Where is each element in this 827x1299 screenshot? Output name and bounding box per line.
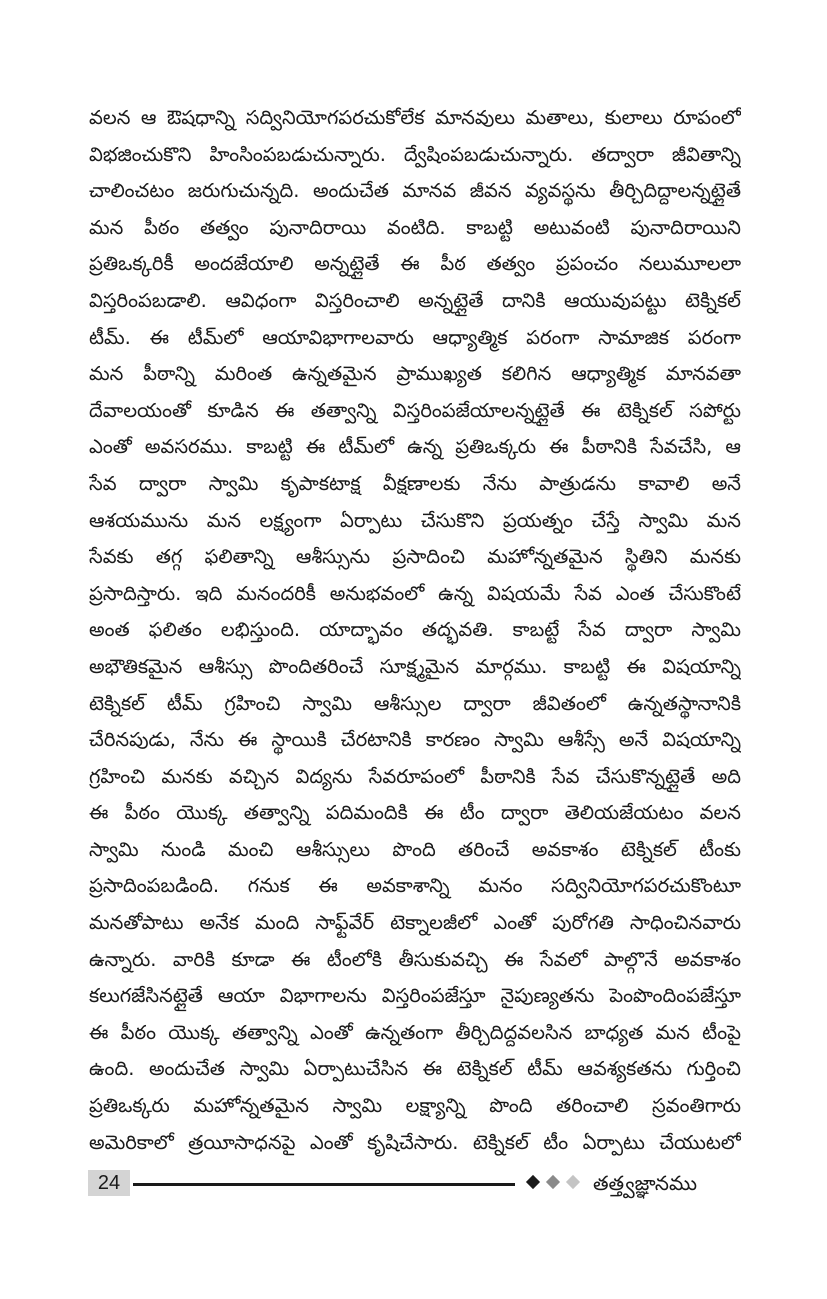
text-line: స్వామి నుండి మంచి ఆశీస్సులు పొంది తరించే అవకాశం టెక్నికల్ టీంకు	[89, 837, 741, 861]
text-line: టెక్నికల్ టీమ్ గ్రహించి స్వామి ఆశీస్సుల ద్వారా జీవితంలో ఉన్నతస్థానానికి	[89, 691, 741, 715]
page-number: 24	[88, 1170, 130, 1196]
text-line: అభౌతికమైన ఆశీస్సు పొందితరించే సూక్ష్మమైన మార్గము. కాబట్టి ఈ విషయాన్ని	[89, 654, 741, 678]
diamond-light-icon	[566, 1175, 580, 1189]
text-line: ప్రతిఒక్కరికీ అందజేయాలి అన్నట్లైతే ఈ పీఠ తత్వం ప్రపంచం నలుమూలలా	[89, 252, 741, 276]
text-line: విస్తరింపబడాలి. ఆవిధంగా విస్తరించాలి అన్నట్లైతే దానికి ఆయువుపట్టు టెక్నికల్	[89, 288, 741, 312]
text-line: సేవకు తగ్గ ఫలితాన్ని ఆశీస్సును ప్రసాదించి మహోన్నతమైన స్థితిని మనకు	[89, 545, 741, 569]
text-line: అమెరికాలో త్రయీసాధనపై ఎంతో కృషిచేసారు. టెక్నికల్ టీం ఏర్పాటు చేయుటలో	[89, 1130, 741, 1154]
diamond-dark-icon	[526, 1175, 540, 1189]
text-line: చాలించటం జరుగుచున్నది. అందుచేత మానవ జీవన వ్యవస్థను తీర్చిదిద్దాలన్నట్లైతే	[89, 179, 741, 203]
text-line: ప్రసాదిస్తారు. ఇది మనందరికీ అనుభవంలో ఉన్న విషయమే సేవ ఎంత చేసుకొంటే	[89, 581, 741, 605]
text-line: గ్రహించి మనకు వచ్చిన విద్యను సేవరూపంలో పీఠానికి సేవ చేసుకొన్నట్లైతే అది	[89, 764, 741, 788]
footer-rule	[133, 1183, 515, 1186]
page-footer	[88, 1168, 743, 1198]
text-line: చేరినపుడు, నేను ఈ స్థాయికి చేరటానికి కారణం స్వామి ఆశీస్సే అనే విషయాన్ని	[89, 728, 741, 752]
book-title: తత్త్వజ్ఞానము	[593, 1171, 698, 1195]
text-line: ప్రసాదింపబడింది. గనుక ఈ అవకాశాన్ని మనం సద్వినియోగపరచుకొంటూ	[89, 874, 741, 898]
text-line: విభజించుకొని హింసింపబడుచున్నారు. ద్వేషింపబడుచున్నారు. తద్వారా జీవితాన్ని	[89, 142, 741, 166]
text-line: దేవాలయంతో కూడిన ఈ తత్వాన్ని విస్తరింపజేయాలన్నట్లైతే ఈ టెక్నికల్ సపోర్టు	[89, 398, 741, 422]
text-line: వలన ఆ ఔషధాన్ని సద్వినియోగపరచుకోలేక మానవులు మతాలు, కులాలు రూపంలో	[89, 106, 741, 129]
text-line: మన పీఠాన్ని మరింత ఉన్నతమైన ప్రాముఖ్యత కలిగిన ఆధ్యాత్మిక మానవతా	[89, 362, 741, 386]
text-line: ఆశయమును మన లక్ష్యంగా ఏర్పాటు చేసుకొని ప్రయత్నం చేస్తే స్వామి మన	[89, 508, 741, 532]
text-line: ఈ పీఠం యొక్క తత్వాన్ని పదిమందికి ఈ టీం ద్వారా తెలియజేయటం వలన	[89, 801, 741, 825]
diamond-mid-icon	[546, 1175, 560, 1189]
body-text	[89, 100, 741, 1161]
text-line: అంత ఫలితం లభిస్తుంది. యాద్భావం తద్భవతి. కాబట్టే సేవ ద్వారా స్వామి	[89, 618, 741, 642]
text-line: ఎంతో అవసరము. కాబట్టి ఈ టీమ్‌లో ఉన్న ప్రతిఒక్కరు ఈ పీఠానికి సేవచేసి, ఆ	[89, 435, 741, 459]
text-line: సేవ ద్వారా స్వామి కృపాకటాక్ష వీక్షణాలకు నేను పాత్రుడను కావాలి అనే	[89, 471, 741, 495]
text-line: కలుగజేసినట్లైతే ఆయా విభాగాలను విస్తరింపజేస్తూ నైపుణ్యతను పెంపొందింపజేస్తూ	[89, 984, 741, 1008]
text-line: ఉంది. అందుచేత స్వామి ఏర్పాటుచేసిన ఈ టెక్నికల్ టీమ్ ఆవశ్యకతను గుర్తించి	[89, 1057, 741, 1081]
text-line: ఉన్నారు. వారికి కూడా ఈ టీంలోకి తీసుకువచ్చి ఈ సేవలో పాల్గొనే అవకాశం	[89, 947, 741, 971]
text-line: టీమ్. ఈ టీమ్‌లో ఆయావిభాగాలవారు ఆధ్యాత్మిక పరంగా సామాజిక పరంగా	[89, 325, 741, 349]
text-line: మన పీఠం తత్వం పునాదిరాయి వంటిది. కాబట్టి అటువంటి పునాదిరాయిని	[89, 215, 741, 239]
text-line: మనతోపాటు అనేక మంది సాఫ్ట్‌వేర్ టెక్నాలజీలో ఎంతో పురోగతి సాధించినవారు	[89, 911, 741, 935]
text-line: ఈ పీఠం యొక్క తత్వాన్ని ఎంతో ఉన్నతంగా తీర్చిదిద్దవలసిన బాధ్యత మన టీంపై	[89, 1020, 741, 1044]
text-line: ప్రతిఒక్కరు మహోన్నతమైన స్వామి లక్ష్యాన్ని పొంది తరించాలి స్రవంతిగారు	[89, 1094, 741, 1118]
